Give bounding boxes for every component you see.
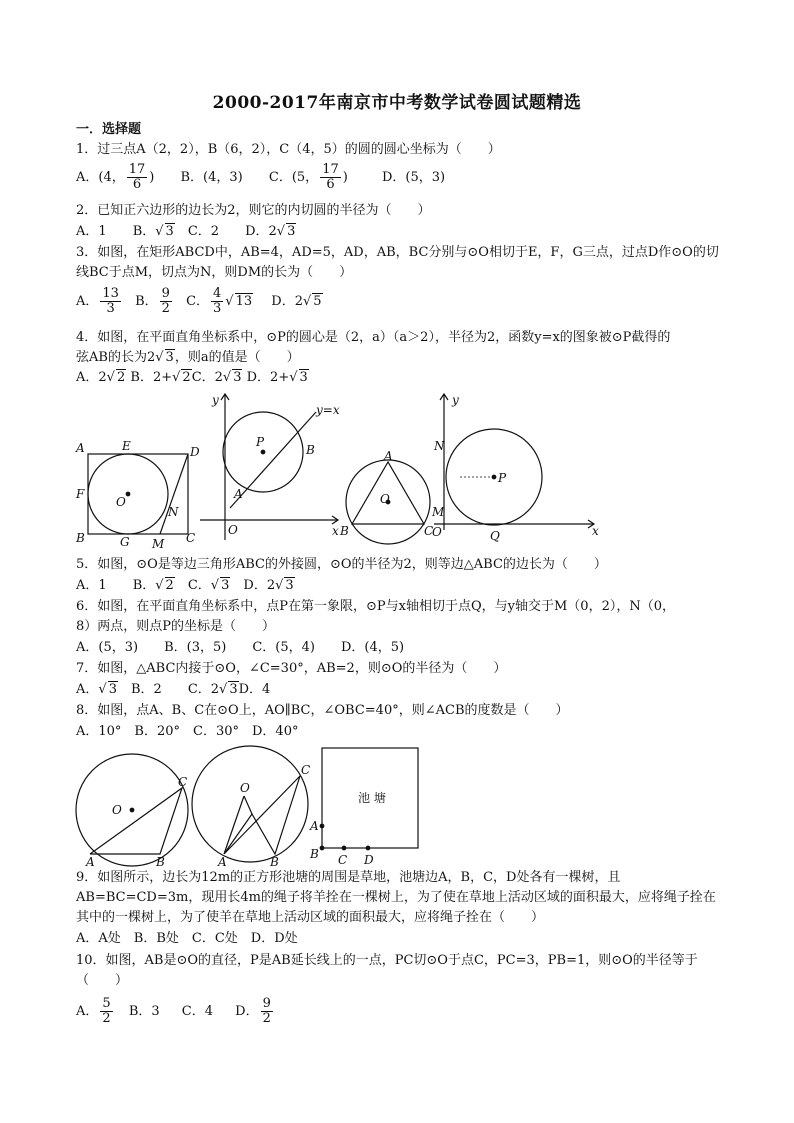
q6-options: A．(5，3) B．(3，5) C．(5，4) D．(4，5) [76, 640, 405, 655]
label-O: O [116, 495, 126, 509]
q4-stem-1: 4．如图，在平面直角坐标系中，⊙P的圆心是（2，a）（a＞2），半径为2，函数y=x的图象被⊙P截得的 [76, 330, 671, 345]
c1-label-A: A [86, 855, 95, 869]
q3-stem-1: 3．如图，在矩形ABCD中，AB=4，AD=5，AD，AB，BC分别与⊙O相切于E，F，G三点，过点D作⊙O的切 [76, 245, 719, 260]
tri-label-O: O [380, 492, 390, 506]
axis-x-label: x [332, 524, 339, 538]
point-b-label: B [306, 443, 315, 457]
q6-stem-1: 6．如图，在平面直角坐标系中，点P在第一象限，⊙P与x轴相切于点Q，与y轴交于M（0，2），N（0， [76, 599, 675, 614]
q2-options: A．1 B．√ 3 C．2 D．2√ 3 [76, 224, 296, 239]
c2-label-C: C [301, 763, 311, 777]
c2-label-B: B [270, 855, 279, 869]
label-C: C [186, 531, 196, 545]
q9-stem-1: 9．如图所示，边长为12m的正方形池塘的周围是草地，池塘边A，B，C，D处各有一棵树，且 [76, 870, 621, 885]
axis2-x-label: x [592, 524, 599, 538]
label-N: N [168, 505, 179, 519]
q10-stem-1: 10．如图，AB是⊙O的直径，P是AB延长线上的一点，PC切⊙O于点C，PC=3，PB=1，则⊙O的半径等于 [76, 953, 698, 968]
q3-options: A． $\frac{13}{3}$ B． $\frac{9}{2}$ C． $\frac{4}{3}$ √ 13 D．2√ 5 [76, 286, 322, 316]
q5-stem: 5．如图，⊙O是等边三角形ABC的外接圆，⊙O的半径为2，则等边△ABC的边长为（ ） [76, 557, 607, 572]
label-F: F [76, 487, 85, 501]
tri-label-C: C [424, 524, 434, 538]
axis-y-label: y [212, 393, 219, 407]
center-p-label: P [256, 435, 265, 449]
coordinate-figure-q [434, 394, 594, 530]
c1-label-C: C [178, 775, 188, 789]
label-D: D [190, 445, 200, 459]
rectangle-figure [88, 454, 188, 534]
c1-label-O: O [112, 803, 122, 817]
page-title: 2000-2017年南京市中考数学试卷圆试题精选 [212, 93, 582, 113]
q7-options: A．√ 3 B．2 C．2√ 3D．4 [76, 682, 271, 697]
label-M: M [152, 537, 165, 551]
label-G: G [120, 535, 130, 549]
center-p2-label: P [498, 471, 507, 485]
q10-stem-2: （ ） [76, 973, 129, 988]
pond-label-C: C [338, 853, 348, 867]
q8-stem: 8．如图，点A、B、C在⊙O上，AO∥BC，∠OBC=40°，则∠ACB的度数是（ ） [76, 703, 569, 718]
q9-options: A．A处 B．B处 C．C处 D．D处 [76, 931, 298, 946]
label-E: E [122, 439, 131, 453]
axis2-y-label: y [452, 393, 459, 407]
q10-options: A． $\frac{5}{2}$ B．3 C．4 D． $\frac{9}{2}$ [76, 996, 271, 1026]
c1-label-B: B [156, 855, 165, 869]
point-q-label: Q [490, 529, 500, 543]
figure-row-2 [70, 742, 470, 870]
q6-stem-2: 8）两点，则点P的坐标是（ ） [76, 619, 276, 634]
tri-label-A: A [384, 449, 393, 463]
q4-options: A．2√ 2 B．2+√ 2C．2√ 3 D．2+√ 3 [76, 370, 308, 385]
q7-stem: 7．如图，△ABC内接于⊙O，∠C=30°，AB=2，则⊙O的半径为（ ） [76, 661, 507, 676]
q4-stem-2: 弦AB的长为2√ 3，则a的值是（ ） [76, 350, 300, 365]
q9-stem-3: 其中的一棵树上，为了使羊在草地上活动区域的面积最大，应将绳子拴在（ ） [76, 910, 545, 925]
label-B: B [76, 531, 85, 545]
point-n-label: N [434, 439, 445, 453]
c2-label-O: O [240, 781, 250, 795]
circle-figure-7 [76, 754, 188, 866]
pond-label-B: B [310, 847, 319, 861]
label-A: A [76, 441, 85, 455]
q9-stem-2: AB=BC=CD=3m，现用长4m的绳子将羊拴在一棵树上，为了使在草地上活动区域的面积最大，应将绳子拴在 [76, 890, 716, 905]
q2-stem: 2．已知正六边形的边长为2，则它的内切圆的半径为（ ） [76, 203, 431, 218]
q1-options: A．(4， $\frac{17}{6}$ ) B．(4，3) C．(5， $\frac{17}{6}$ ) D．(5，3) [76, 162, 446, 192]
pond-label-A: A [310, 819, 319, 833]
pond-label: 池 塘 [358, 791, 386, 805]
axis2-origin-label: O [432, 525, 442, 539]
q8-options: A．10° B．20° C．30° D．40° [76, 724, 299, 739]
point-m-label: M [432, 505, 445, 519]
section-heading: 一．选择题 [76, 122, 142, 137]
q3-stem-2: 线BC于点M，切点为N，则DM的长为（ ） [76, 265, 353, 280]
line-yx-label: y=x [316, 403, 340, 417]
circle-figure-8 [192, 746, 311, 862]
tri-label-B: B [340, 524, 349, 538]
q1-stem: 1．过三点A（2，2），B（6，2），C（4，5）的圆的圆心坐标为（ ） [76, 142, 501, 157]
q5-options: A．1 B．√ 2 C．√ 3 D．2√ 3 [76, 578, 294, 593]
pond-label-D: D [364, 853, 374, 867]
origin-label: O [228, 523, 238, 537]
figure-row-1 [70, 390, 730, 555]
point-a-label: A [234, 487, 243, 501]
c2-label-A: A [218, 855, 227, 869]
